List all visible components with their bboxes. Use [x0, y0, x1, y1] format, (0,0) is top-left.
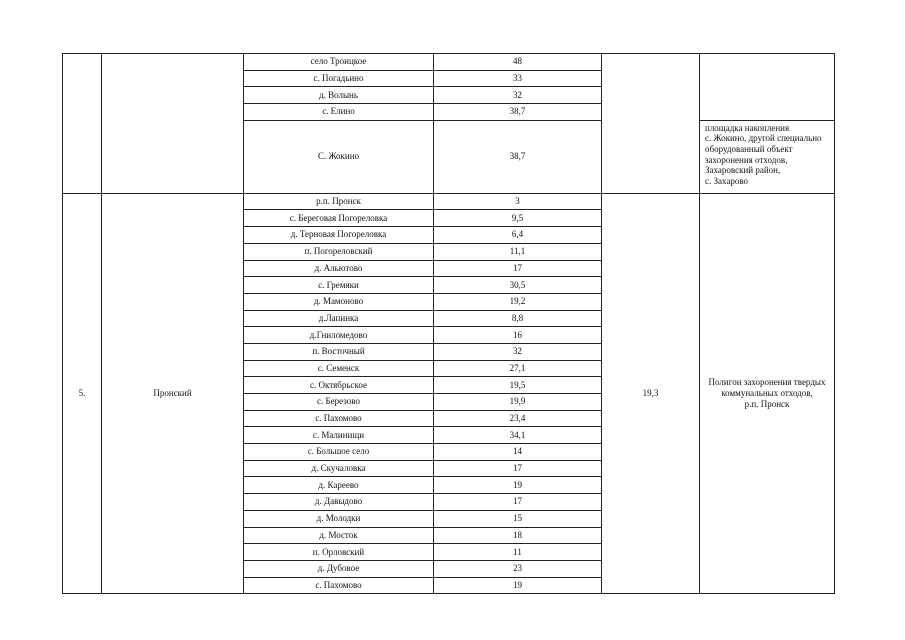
settlement-cell: д. Молодки: [244, 510, 434, 527]
settlement-cell: д.Лапинка: [244, 310, 434, 327]
distance-cell: 8,8: [434, 310, 602, 327]
settlement-cell: р.п. Пронск: [244, 193, 434, 210]
table-body: [63, 54, 835, 594]
settlement-cell: с. Елино: [244, 104, 434, 121]
distance-cell: 11: [434, 544, 602, 561]
facility-cell: площадка накопления с. Жокино, другой специально оборудованный объект захоронения отходов, Захаровский район, с. Захарово: [700, 120, 835, 193]
settlement-cell: с. Погадьино: [244, 70, 434, 87]
settlement-cell: д. Дубовое: [244, 560, 434, 577]
settlement-cell: д. Волынь: [244, 87, 434, 104]
number-cell: [63, 54, 102, 194]
settlement-cell: д. Кареево: [244, 477, 434, 494]
settlement-cell: с. Пахомово: [244, 410, 434, 427]
settlement-cell: с. Большое село: [244, 444, 434, 461]
distance-cell: 27,1: [434, 360, 602, 377]
distance-cell: 19,2: [434, 293, 602, 310]
settlement-cell: с. Малинищи: [244, 427, 434, 444]
distance-cell: 18: [434, 527, 602, 544]
distance-cell: 19: [434, 577, 602, 594]
distance-cell: 23,4: [434, 410, 602, 427]
settlement-cell: д. Скучаловка: [244, 460, 434, 477]
distance-cell: 17: [434, 460, 602, 477]
distance-cell: 23: [434, 560, 602, 577]
settlement-cell: д.Гниломедово: [244, 327, 434, 344]
settlement-cell: п. Погореловский: [244, 243, 434, 260]
district-cell: [102, 54, 244, 194]
settlement-cell: с. Береговая Погореловка: [244, 210, 434, 227]
distance-cell: 30,5: [434, 277, 602, 294]
distance-cell: 17: [434, 494, 602, 511]
district-name: Пронский: [102, 193, 244, 594]
settlement-cell: д. Терновая Погореловка: [244, 227, 434, 244]
settlement-cell: с. Гремяки: [244, 277, 434, 294]
facility-cell: Полигон захоронения твердых коммунальных отходов, р.п. Пронск: [700, 193, 835, 594]
distance-cell: 32: [434, 87, 602, 104]
distance-cell: 14: [434, 444, 602, 461]
settlement-cell: с. Березово: [244, 394, 434, 411]
facility-cell-empty: [700, 54, 835, 121]
distance-cell: 11,1: [434, 243, 602, 260]
settlement-cell: с. Семенск: [244, 360, 434, 377]
settlement-cell: с. Пахомово: [244, 577, 434, 594]
distance-cell: 16: [434, 327, 602, 344]
distance-cell: 38,7: [434, 104, 602, 121]
distance-cell: 19,5: [434, 377, 602, 394]
settlements-table: [62, 53, 835, 594]
settlement-cell: село Троицкое: [244, 54, 434, 71]
settlement-cell: д. Мосток: [244, 527, 434, 544]
distance-cell: 17: [434, 260, 602, 277]
settlement-cell: п. Восточный: [244, 343, 434, 360]
settlement-cell: п. Орловский: [244, 544, 434, 561]
table-row: [63, 193, 835, 210]
distance-cell: 3: [434, 193, 602, 210]
distance-cell: 34,1: [434, 427, 602, 444]
distance-cell: 32: [434, 343, 602, 360]
table-row: [63, 54, 835, 71]
distance-cell: 19: [434, 477, 602, 494]
average-distance: 19,3: [602, 193, 700, 594]
distance-cell: 33: [434, 70, 602, 87]
distance-cell: 38,7: [434, 120, 602, 193]
settlement-cell: д. Альютово: [244, 260, 434, 277]
distance-cell: 48: [434, 54, 602, 71]
distance-cell: 15: [434, 510, 602, 527]
settlement-cell: д. Давыдово: [244, 494, 434, 511]
distance-cell: 6,4: [434, 227, 602, 244]
average-cell: [602, 54, 700, 194]
group-number: 5.: [63, 193, 102, 594]
settlement-cell: С. Жокино: [244, 120, 434, 193]
settlement-cell: д. Мамоново: [244, 293, 434, 310]
distance-cell: 9,5: [434, 210, 602, 227]
settlement-cell: с. Октябрьское: [244, 377, 434, 394]
distance-cell: 19,9: [434, 394, 602, 411]
